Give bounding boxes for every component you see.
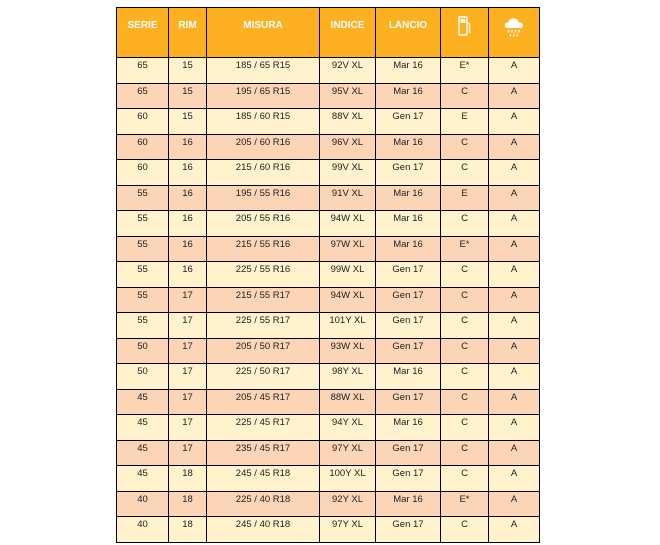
table-row [117,415,540,441]
cell-serie: 45 [117,389,169,415]
cell-wet-class: A [489,211,540,237]
cell-misura: 225 / 40 R18 [207,491,320,517]
cell-indice: 91V XL [320,185,376,211]
cell-wet-class: A [489,160,540,186]
cell-lancio: Gen 17 [376,109,441,135]
cell-rim: 17 [169,364,207,390]
table-row [117,517,540,543]
table-row [117,287,540,313]
cell-rim: 16 [169,185,207,211]
cell-serie: 65 [117,83,169,109]
cell-misura: 195 / 55 R16 [207,185,320,211]
cell-rim: 16 [169,211,207,237]
cell-misura: 205 / 55 R16 [207,211,320,237]
cell-wet-class: A [489,389,540,415]
cell-serie: 40 [117,491,169,517]
cell-indice: 97Y XL [320,440,376,466]
cell-rim: 16 [169,236,207,262]
cell-wet-class: A [489,109,540,135]
table-row [117,313,540,339]
cell-rim: 15 [169,83,207,109]
cell-misura: 225 / 45 R17 [207,415,320,441]
table-row [117,338,540,364]
cell-fuel-class: C [441,338,489,364]
table-row [117,185,540,211]
cell-serie: 55 [117,313,169,339]
cell-serie: 45 [117,440,169,466]
cell-fuel-class: C [441,415,489,441]
cell-indice: 94W XL [320,211,376,237]
cell-fuel-class: C [441,364,489,390]
cell-indice: 88V XL [320,109,376,135]
cell-rim: 16 [169,134,207,160]
table-row [117,109,540,135]
cell-fuel-class: E [441,109,489,135]
cell-wet-class: A [489,440,540,466]
cell-rim: 17 [169,415,207,441]
cell-serie: 55 [117,211,169,237]
cell-fuel-class: C [441,389,489,415]
cell-misura: 225 / 55 R17 [207,313,320,339]
header-indice: INDICE [320,8,376,58]
cell-serie: 55 [117,262,169,288]
cell-fuel-class: C [441,262,489,288]
cell-indice: 96V XL [320,134,376,160]
cell-lancio: Mar 16 [376,491,441,517]
cell-wet-class: A [489,185,540,211]
cell-misura: 225 / 50 R17 [207,364,320,390]
table-row [117,58,540,84]
cell-misura: 225 / 55 R16 [207,262,320,288]
cell-serie: 50 [117,338,169,364]
cell-serie: 60 [117,134,169,160]
table-row [117,389,540,415]
cell-misura: 215 / 60 R16 [207,160,320,186]
header-misura: MISURA [207,8,320,58]
cell-indice: 92Y XL [320,491,376,517]
table-row [117,364,540,390]
cell-lancio: Mar 16 [376,134,441,160]
cell-serie: 40 [117,517,169,543]
cell-wet-class: A [489,236,540,262]
cell-wet-class: A [489,83,540,109]
cell-serie: 45 [117,415,169,441]
tyre-size-table [116,7,540,543]
cell-wet-class: A [489,313,540,339]
cell-misura: 245 / 45 R18 [207,466,320,492]
cell-fuel-class: C [441,440,489,466]
cell-misura: 205 / 45 R17 [207,389,320,415]
fuel-pump-icon [458,16,472,36]
cell-serie: 55 [117,236,169,262]
cell-indice: 98Y XL [320,364,376,390]
table-row [117,262,540,288]
cell-fuel-class: E* [441,236,489,262]
cell-indice: 95V XL [320,83,376,109]
cell-misura: 185 / 65 R15 [207,58,320,84]
cell-lancio: Mar 16 [376,364,441,390]
cell-indice: 92V XL [320,58,376,84]
cell-rim: 15 [169,109,207,135]
cell-lancio: Gen 17 [376,466,441,492]
cell-serie: 65 [117,58,169,84]
cell-serie: 50 [117,364,169,390]
cell-rim: 18 [169,491,207,517]
cell-fuel-class: E* [441,58,489,84]
cell-misura: 205 / 50 R17 [207,338,320,364]
cell-lancio: Gen 17 [376,160,441,186]
cell-rim: 17 [169,287,207,313]
cell-rim: 16 [169,262,207,288]
table-row [117,83,540,109]
cell-indice: 93W XL [320,338,376,364]
cell-indice: 97W XL [320,236,376,262]
cell-lancio: Gen 17 [376,262,441,288]
cell-lancio: Gen 17 [376,287,441,313]
header-serie: SERIE [117,8,169,58]
cell-misura: 245 / 40 R18 [207,517,320,543]
cell-fuel-class: C [441,466,489,492]
cell-lancio: Gen 17 [376,338,441,364]
cell-lancio: Gen 17 [376,440,441,466]
cell-fuel-class: C [441,313,489,339]
cell-rim: 17 [169,313,207,339]
table-row [117,491,540,517]
cell-lancio: Mar 16 [376,236,441,262]
cell-rim: 16 [169,160,207,186]
table-row [117,440,540,466]
cell-rim: 17 [169,389,207,415]
cell-serie: 45 [117,466,169,492]
cell-lancio: Mar 16 [376,58,441,84]
cell-wet-class: A [489,466,540,492]
cell-misura: 235 / 45 R17 [207,440,320,466]
header-lancio: LANCIO [376,8,441,58]
cell-fuel-class: E* [441,491,489,517]
cell-lancio: Gen 17 [376,389,441,415]
cell-fuel-class: C [441,83,489,109]
cell-indice: 88W XL [320,389,376,415]
cell-rim: 17 [169,440,207,466]
cell-indice: 97Y XL [320,517,376,543]
cell-indice: 100Y XL [320,466,376,492]
cell-wet-class: A [489,262,540,288]
cell-rim: 18 [169,517,207,543]
cell-lancio: Gen 17 [376,313,441,339]
cell-lancio: Mar 16 [376,415,441,441]
cell-serie: 60 [117,160,169,186]
cell-misura: 205 / 60 R16 [207,134,320,160]
table-body [117,58,540,543]
cell-misura: 185 / 60 R15 [207,109,320,135]
cell-fuel-class: C [441,134,489,160]
table-header-row [117,8,540,58]
cell-indice: 99V XL [320,160,376,186]
cell-wet-class: A [489,517,540,543]
table-row [117,160,540,186]
cell-serie: 60 [117,109,169,135]
cell-lancio: Mar 16 [376,185,441,211]
cell-wet-class: A [489,415,540,441]
cell-rim: 18 [169,466,207,492]
cell-indice: 94W XL [320,287,376,313]
cell-wet-class: A [489,364,540,390]
table-row [117,236,540,262]
rain-cloud-icon [503,16,525,38]
cell-fuel-class: C [441,211,489,237]
cell-wet-class: A [489,491,540,517]
cell-serie: 55 [117,287,169,313]
cell-fuel-class: E [441,185,489,211]
cell-misura: 215 / 55 R16 [207,236,320,262]
cell-lancio: Mar 16 [376,83,441,109]
header-rim: RIM [169,8,207,58]
header-fuel [441,8,489,58]
cell-indice: 99W XL [320,262,376,288]
cell-wet-class: A [489,287,540,313]
cell-indice: 94Y XL [320,415,376,441]
table-row [117,211,540,237]
cell-wet-class: A [489,338,540,364]
cell-wet-class: A [489,134,540,160]
table-row [117,466,540,492]
cell-fuel-class: C [441,287,489,313]
cell-misura: 195 / 65 R15 [207,83,320,109]
cell-wet-class: A [489,58,540,84]
cell-indice: 101Y XL [320,313,376,339]
cell-misura: 215 / 55 R17 [207,287,320,313]
cell-serie: 55 [117,185,169,211]
cell-fuel-class: C [441,160,489,186]
cell-fuel-class: C [441,517,489,543]
header-wet [489,8,540,58]
cell-lancio: Gen 17 [376,517,441,543]
cell-rim: 15 [169,58,207,84]
cell-lancio: Mar 16 [376,211,441,237]
table-row [117,134,540,160]
cell-rim: 17 [169,338,207,364]
